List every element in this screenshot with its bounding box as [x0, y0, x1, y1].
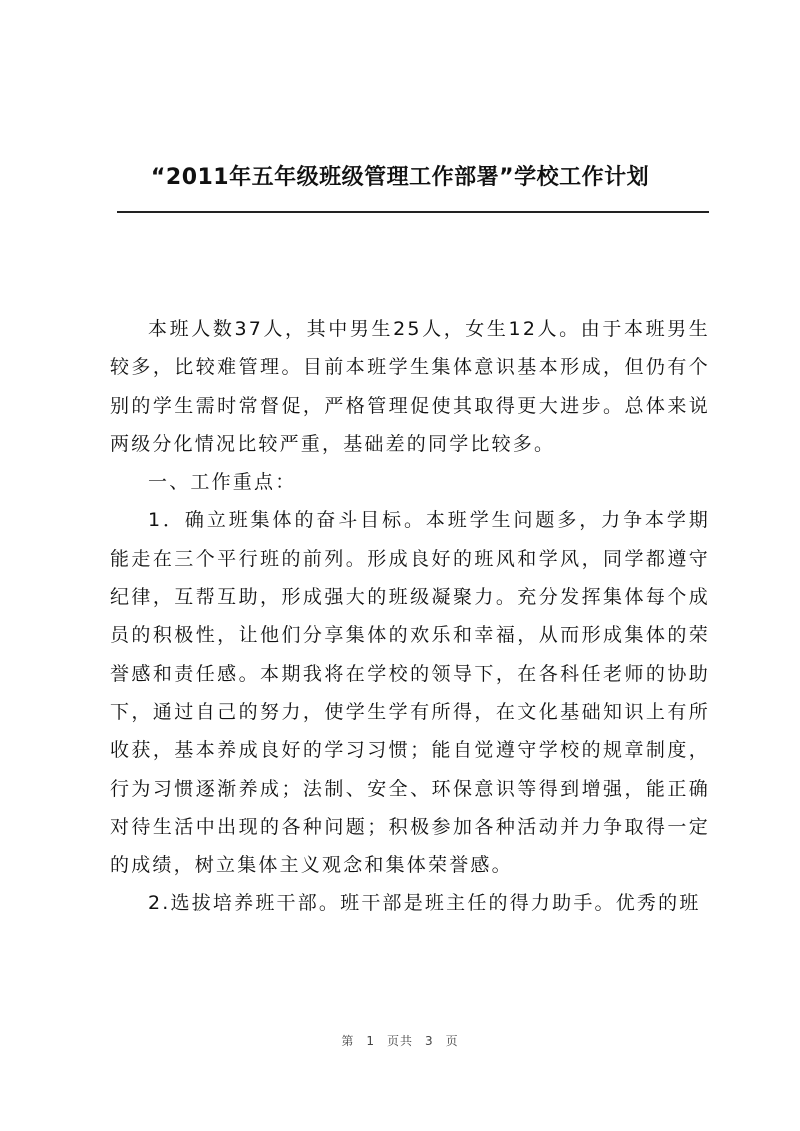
heading-work-focus: 一、工作重点：: [148, 471, 297, 494]
paragraph-goal: 1．确立班集体的奋斗目标。本班学生问题多，力争本学期能走在三个平行班的前列。形成良好的班风和学风，同学都遵守纪律，互帮互助，形成强大的班级凝聚力。充分发挥集体每个成员的积极性，让他们分享集体的欢乐和幸福，从而形成集体的荣誉感和责任感。本期我将在学校的领导下，在各科任老师的协助下，通过自己的努力，使学生学有所得，在文化基础知识上有所收获，基本养成良好的学习习惯；能自觉遵守学校的规章制度，行为习惯逐渐养成；法制、安全、环保意识等得到增强，能正确对待生活中出现的各种问题；积极参加各种活动并力争取得一定的成绩，树立集体主义观念和集体荣誉感。: [110, 509, 710, 877]
footer-label-ye-gong: 页共: [386, 1034, 413, 1048]
footer-label-di: 第: [341, 1034, 355, 1048]
paragraph-class-overview: 本班人数37人，其中男生25人，女生12人。由于本班男生较多，比较难管理。目前本班学生集体意识基本形成，但仍有个别的学生需时常督促，严格管理促使其取得更大进步。总体来说两级分化情况比较严重，基础差的同学比较多。: [110, 318, 710, 455]
paragraph-class-cadres: 2.选拔培养班干部。班干部是班主任的得力助手。优秀的班: [148, 892, 701, 915]
footer-page-number: 1: [366, 1034, 375, 1048]
page-footer: [0, 1032, 800, 1049]
title-underline: [117, 211, 709, 213]
document-title: “2011年五年级班级管理工作部署”学校工作计划: [150, 165, 650, 190]
footer-label-ye: 页: [445, 1034, 459, 1048]
footer-total-pages: 3: [425, 1034, 434, 1048]
document-body: [110, 310, 710, 923]
